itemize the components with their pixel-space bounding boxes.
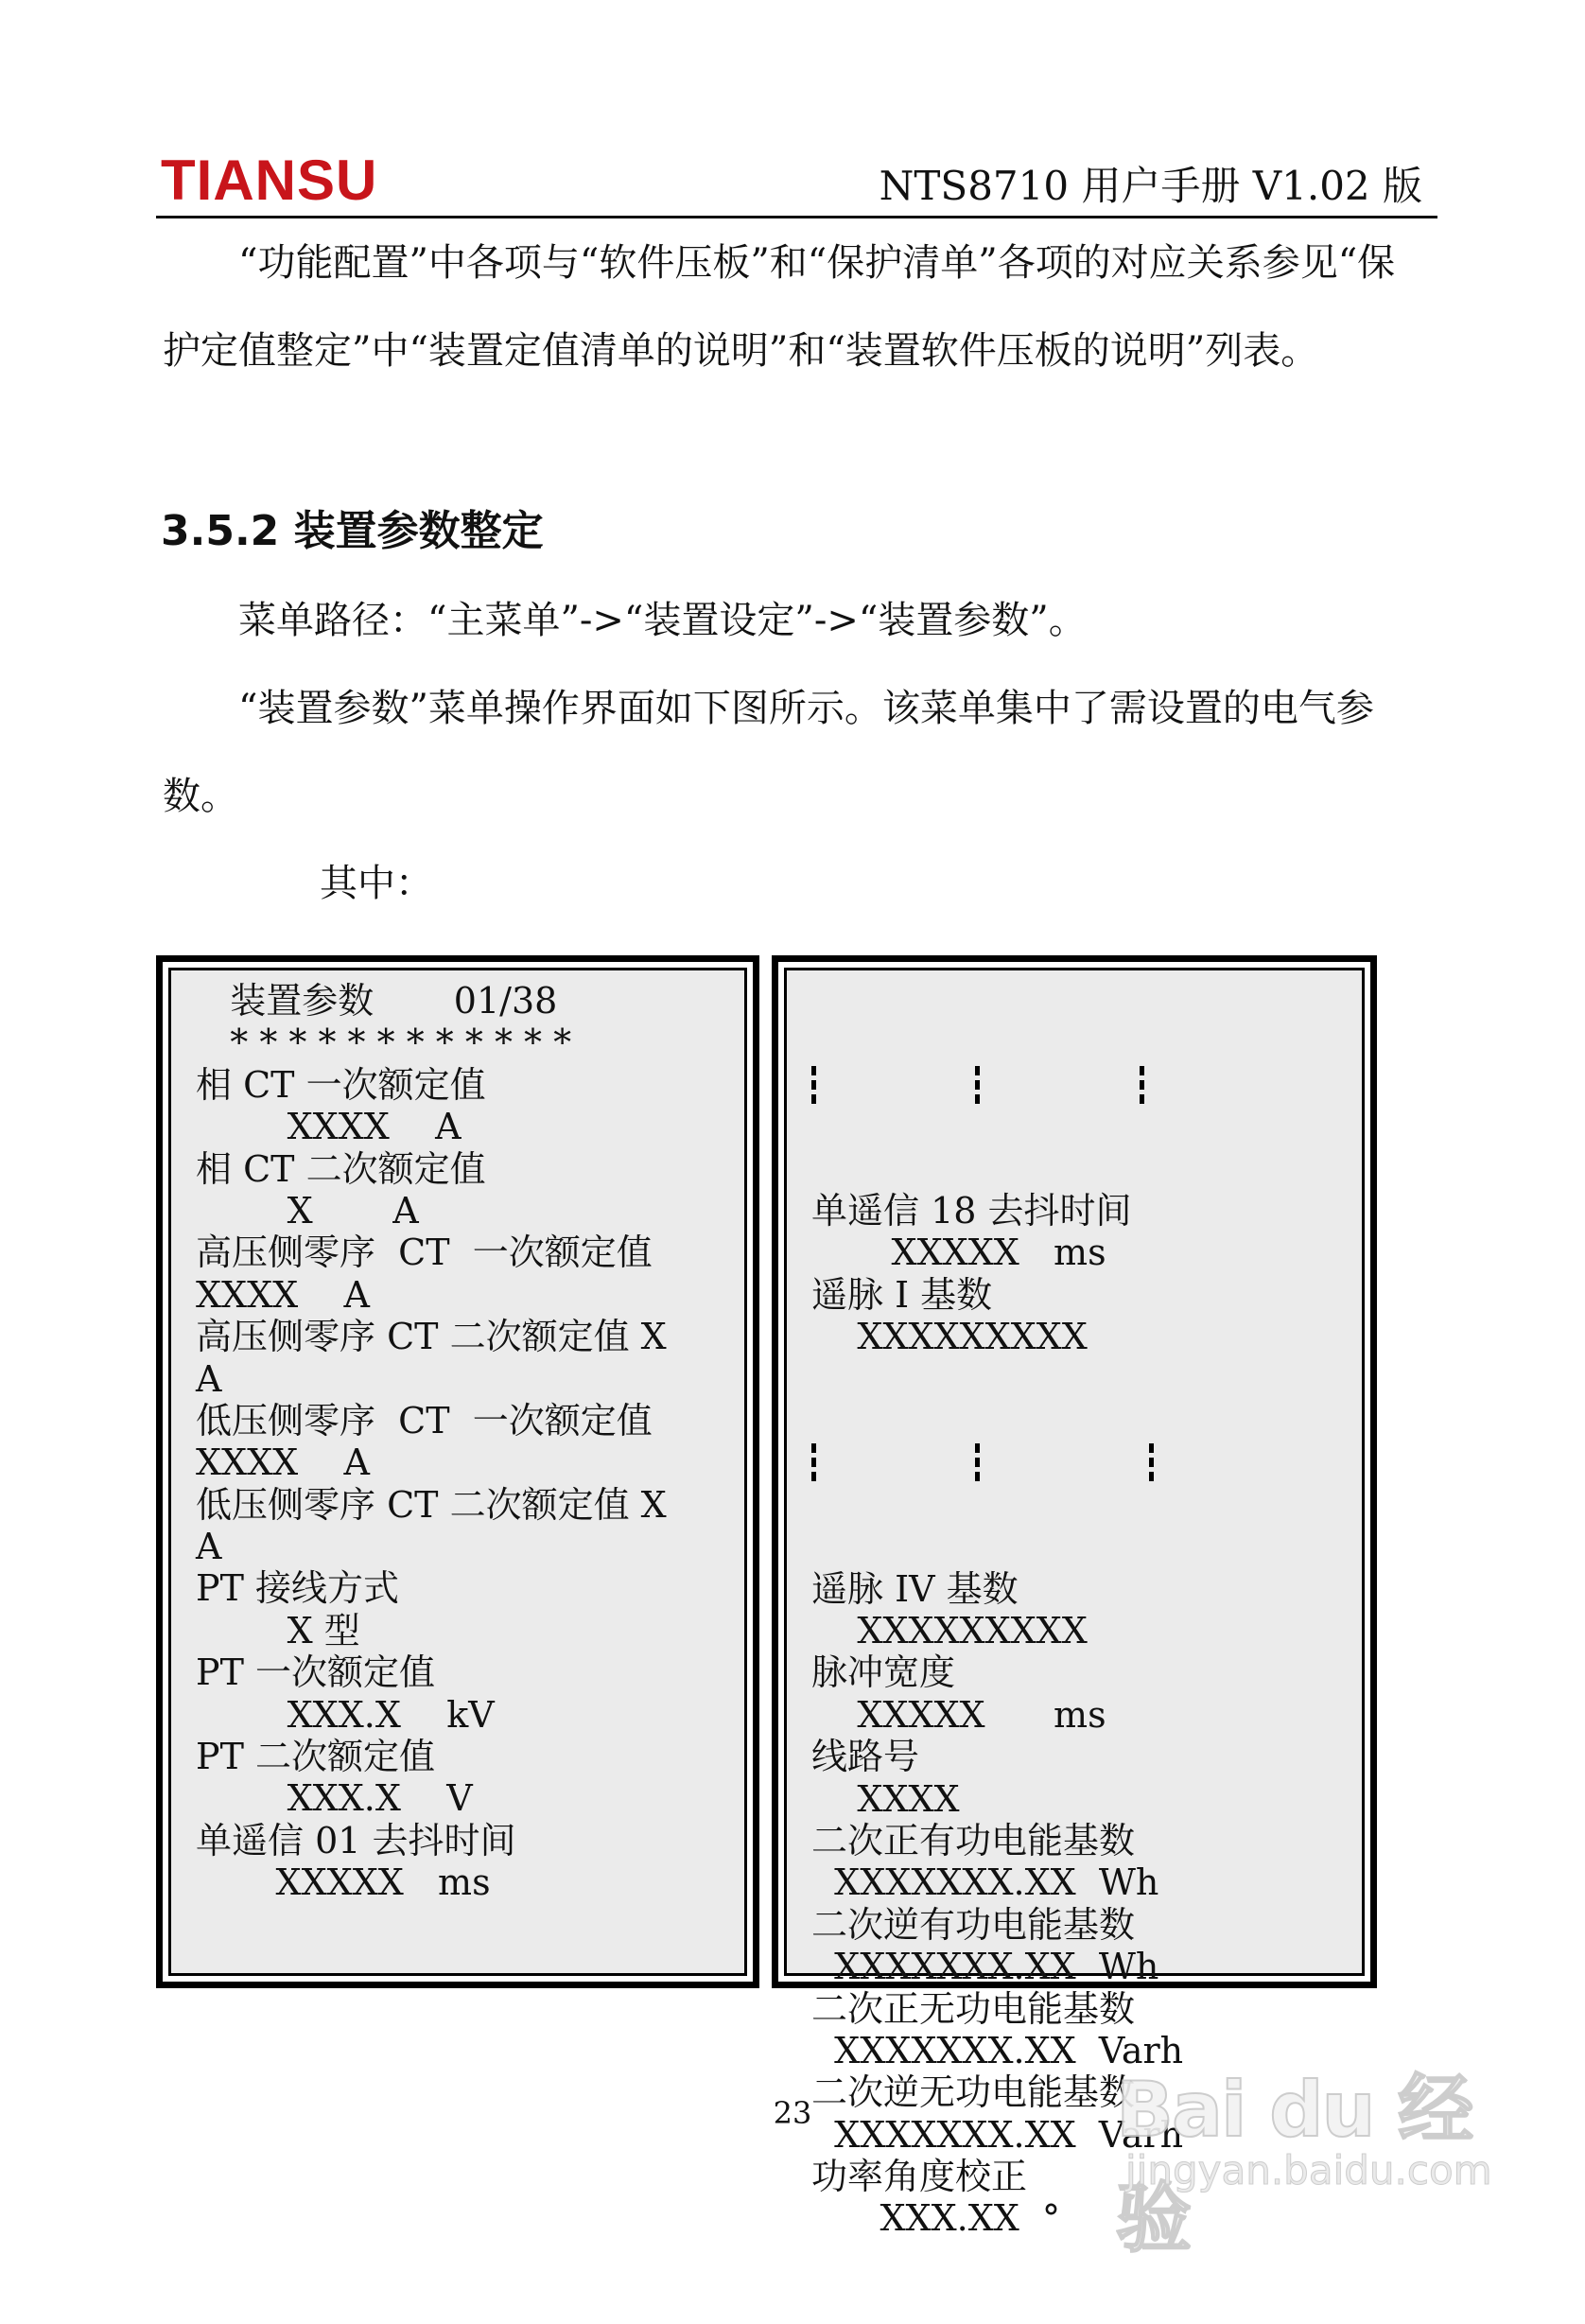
screen-line: 二次正有功电能基数 [811, 1819, 1136, 1861]
continuation-dots-top [811, 1064, 1347, 1106]
baidu-jingyan-watermark [1116, 2015, 1513, 2263]
screen-line: XXXXXXXXX [811, 1609, 1088, 1651]
screen-line: XXXX A [196, 1106, 462, 1148]
screen-line: 遥脉 I 基数 [811, 1273, 993, 1316]
intro-paragraph: “功能配置”中各项与“软件压板”和“保护清单”各项的对应关系参见“保护定值整定”中“装置定值清单的说明”和“装置软件压板的说明”列表。 [163, 241, 1396, 373]
screen-line: 二次逆无功电能基数 [811, 2071, 1136, 2114]
screen-line: PT 二次额定值 [196, 1736, 435, 1778]
manual-title: NTS8710 用户手册 V1.02 版 [879, 163, 1422, 209]
screen-line: XXXXXXX.XX Varh [811, 2029, 1184, 2071]
left-screen-panel [156, 955, 759, 1988]
screen-line: 相 CT 一次额定值 [196, 1063, 486, 1106]
continuation-dots-middle [811, 1442, 1347, 1483]
left-screen-lines [196, 980, 729, 1904]
ellipsis-marker [975, 1443, 980, 1481]
watermark-logo-text: Bai du 经验 [1116, 2066, 1472, 2263]
tiansu-logo: TIANSU [161, 149, 378, 212]
screen-line: 单遥信 01 去抖时间 [196, 1819, 516, 1861]
screen-line: 低压侧零序 CT 二次额定值 X [196, 1483, 667, 1526]
screen-line: XXXXX ms [811, 1232, 1106, 1274]
screen-line: 单遥信 18 去抖时间 [811, 1190, 1132, 1232]
ellipsis-marker [1140, 1066, 1144, 1104]
screen-line: XXX.X kV [196, 1693, 495, 1736]
screen-line: XXXXX ms [811, 1693, 1106, 1736]
screen-line: 功率角度校正 [811, 2156, 1028, 2198]
screen-line: X A [196, 1189, 419, 1232]
screen-line: XXXXXXX.XX Varh [811, 2113, 1184, 2156]
screen-line: 高压侧零序 CT 一次额定值 [196, 1232, 653, 1274]
menu-path-text: 菜单路径：“主菜单”->“装置设定”->“装置参数”。 [238, 599, 1087, 642]
screen-line: 二次正无功电能基数 [811, 1987, 1136, 2030]
screen-line: XXXXXXXXX [811, 1316, 1088, 1358]
screen-line: 线路号 [811, 1736, 920, 1778]
screen-line: 二次逆有功电能基数 [811, 1903, 1136, 1946]
screen-line: * * * * * * * * * * * * [196, 1022, 572, 1064]
screen-line: 高压侧零序 CT 二次额定值 X [196, 1316, 667, 1358]
screen-line: 遥脉 IV 基数 [811, 1567, 1019, 1610]
screen-line: XXXXXXX.XX Wh [811, 1861, 1159, 1904]
watermark-url: jingyan.baidu.com [1125, 2147, 1492, 2193]
screen-line: X 型 [196, 1609, 360, 1651]
among-label: 其中： [320, 862, 433, 905]
ellipsis-marker [1149, 1443, 1154, 1481]
header-divider [156, 216, 1437, 218]
screen-line: XXXX A [196, 1442, 370, 1484]
screen-line: A [196, 1526, 222, 1568]
screen-line: A [196, 1357, 222, 1400]
ellipsis-marker [975, 1066, 980, 1104]
screen-line: PT 一次额定值 [196, 1651, 435, 1694]
screen-line: PT 接线方式 [196, 1567, 399, 1610]
screen-line: 装置参数 01/38 [196, 980, 558, 1022]
section-heading: 3.5.2 装置参数整定 [161, 507, 544, 555]
ellipsis-marker [811, 1066, 816, 1104]
screen-line: 相 CT 二次额定值 [196, 1147, 486, 1190]
screen-line: XXXXX ms [196, 1861, 491, 1904]
page-number: 23 [773, 2095, 812, 2131]
screen-line: 低压侧零序 CT 一次额定值 [196, 1399, 653, 1442]
screen-line: XXXX [811, 1777, 960, 1820]
screen-line: XXX.X V [196, 1777, 473, 1820]
left-screen-display [168, 968, 747, 1976]
screen-line: XXXXXXX.XX Wh [811, 1946, 1159, 1988]
screen-line: XXX.XX ° [811, 2197, 1060, 2240]
ellipsis-marker [811, 1443, 816, 1481]
description-paragraph: “装置参数”菜单操作界面如下图所示。该菜单集中了需设置的电气参数。 [163, 687, 1374, 818]
screen-line: 脉冲宽度 [811, 1651, 956, 1694]
screen-line: XXXX A [196, 1273, 370, 1316]
